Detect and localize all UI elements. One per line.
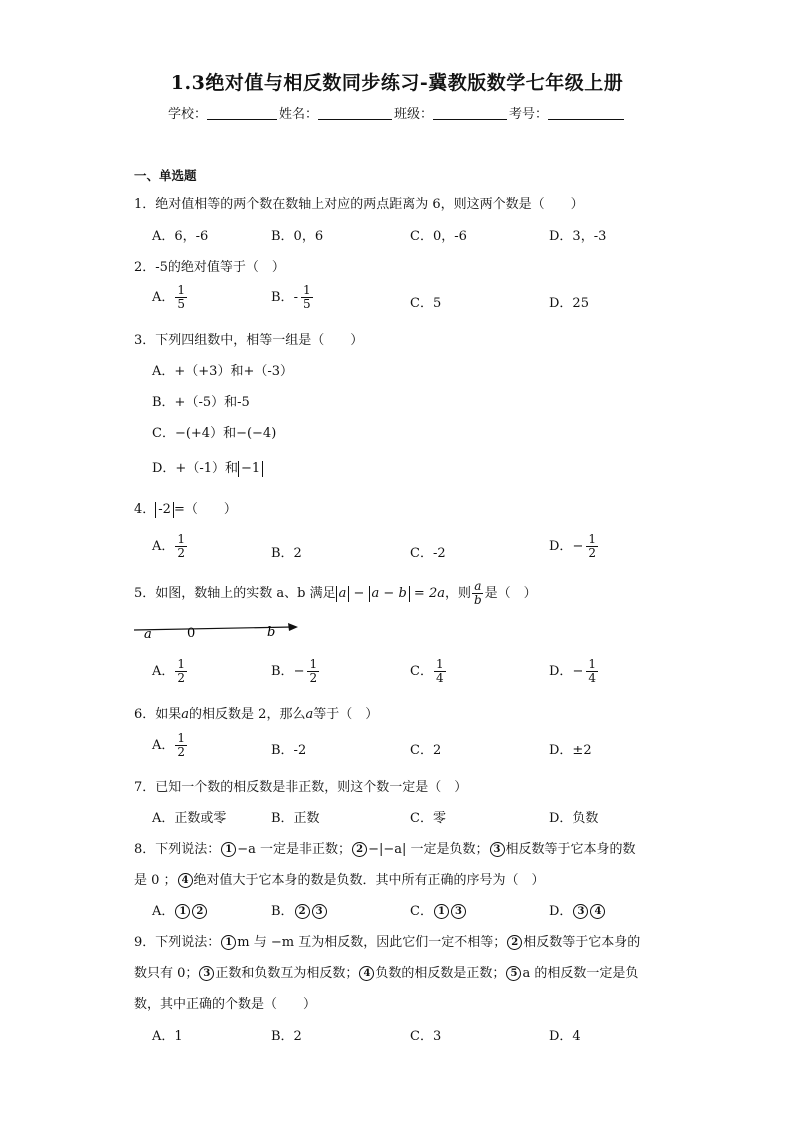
name-blank (318, 106, 392, 120)
q1-option-b: B．0，6 (271, 229, 324, 244)
number-line-label-a: a (144, 627, 152, 642)
question-8-stem-line-2: 是 0 ； 4 绝对值大于它本身的数是负数．其中所有正确的序号为（ ） (134, 873, 545, 888)
q1-option-c: C．0，-6 (410, 229, 467, 244)
circled-number: 3 (451, 904, 466, 919)
q7-option-d: D．负数 (549, 811, 599, 826)
q9-option-a: A．1 (152, 1029, 183, 1044)
class-blank (433, 106, 507, 120)
q7-option-c: C．零 (410, 811, 446, 826)
q3-option-c: C．−(+4）和−(−4) (152, 426, 277, 441)
fraction: $\frac{1}{2}$ (309, 657, 318, 685)
page-title: 1.3绝对值与相反数同步练习-冀教版数学七年级上册 (170, 72, 624, 94)
fraction: $\frac{1}{5}$ (177, 283, 186, 311)
q8-option-c: C． 1 3 (410, 900, 467, 919)
fraction: $\frac{1}{5}$ (302, 283, 311, 311)
circled-number: 2 (295, 904, 310, 919)
q6-option-c: C．2 (410, 743, 442, 758)
absolute-value: -2 (155, 502, 174, 518)
fraction: $\frac{1}{4}$ (435, 657, 444, 685)
q9-option-d: D．4 (549, 1029, 581, 1044)
question-9-stem-line-2: 数只有 0； 3 正数和负数互为相反数； 4 负数的相反数是正数； 5 a 的相反数一定是负 (134, 966, 639, 981)
name-label: 姓名： (278, 107, 318, 122)
q5-option-c: C． $\frac{1}{4}$ (410, 657, 444, 685)
q1-option-a: A．6，-6 (152, 229, 209, 244)
q7-option-a: A．正数或零 (152, 811, 227, 826)
q9-option-c: C．3 (410, 1029, 442, 1044)
fraction: $\frac{1}{2}$ (588, 532, 596, 560)
q2-option-a: A． $\frac{1}{5}$ (152, 283, 186, 311)
question-1-stem: 1．绝对值相等的两个数在数轴上对应的两点距离为 6，则这两个数是（ ） (134, 197, 584, 212)
number-line-figure (132, 620, 302, 642)
number-line-label-0: 0 (187, 626, 196, 641)
fraction: $\frac{a}{b}$ (473, 579, 482, 607)
q5-option-a: A． $\frac{1}{2}$ (152, 657, 186, 685)
circled-number: 2 (192, 904, 207, 919)
circled-number: 1 (434, 904, 449, 919)
q8-option-b: B． 2 3 (271, 900, 328, 919)
q2-option-d: D．25 (549, 296, 589, 311)
q8-option-a: A． 1 2 (152, 900, 208, 919)
circled-number: 1 (221, 842, 236, 857)
circled-number: 2 (352, 842, 367, 857)
circled-number: 2 (507, 935, 522, 950)
school-label: 学校： (167, 107, 207, 122)
q4-option-a: A． $\frac{1}{2}$ (152, 532, 186, 560)
question-9-stem-line-1: 9．下列说法： 1 m 与 −m 互为相反数，因此它们一定不相等； 2 相反数等于它本身的 (134, 935, 641, 950)
absolute-value: a − b (369, 586, 410, 602)
q4-option-c: C．-2 (410, 546, 446, 561)
school-blank (207, 106, 277, 120)
q2-option-b: B．- $\frac{1}{5}$ (271, 283, 311, 311)
absolute-value: a (336, 586, 350, 602)
q1-option-d: D．3，-3 (549, 229, 607, 244)
number-line-arrow (288, 623, 298, 631)
circled-number: 3 (312, 904, 327, 919)
q8-option-d: D． 3 4 (549, 900, 606, 919)
q7-option-b: B．正数 (271, 811, 320, 826)
fraction: $\frac{1}{2}$ (177, 657, 186, 685)
class-label: 班级： (394, 107, 434, 122)
q5-option-d: D．− $\frac{1}{4}$ (549, 657, 596, 685)
circled-number: 3 (490, 842, 505, 857)
exam-no-blank (548, 106, 624, 120)
question-5-stem: 5．如图，数轴上的实数 a、b 满足 a − a − b = 2a，则 $\frac{a}{b}$ 是（ ） (134, 579, 537, 607)
circled-number: 4 (359, 966, 374, 981)
circled-number: 3 (573, 904, 588, 919)
fraction: $\frac{1}{4}$ (588, 657, 596, 685)
circled-number: 1 (175, 904, 190, 919)
number-line-label-b: b (267, 625, 276, 640)
question-3-stem: 3．下列四组数中，相等一组是（ ） (134, 333, 364, 348)
q3-option-d: D．+（-1）和 −1 (152, 457, 263, 477)
question-7-stem: 7．已知一个数的相反数是非正数，则这个数一定是（ ） (134, 780, 468, 795)
circled-number: 1 (221, 935, 236, 950)
fraction: $\frac{1}{2}$ (177, 532, 186, 560)
fraction: $\frac{1}{2}$ (177, 731, 186, 759)
section-title: 一、单选题 (134, 168, 197, 183)
q5-option-b: B．− $\frac{1}{2}$ (271, 657, 318, 685)
absolute-value: −1 (238, 461, 263, 477)
circled-number: 3 (199, 966, 214, 981)
question-4-stem: 4． -2 =（ ） (134, 501, 237, 517)
q6-option-d: D．±2 (549, 743, 592, 758)
q3-option-b: B．+（-5）和-5 (152, 395, 250, 410)
question-6-stem: 6．如果a的相反数是 2，那么a等于（ ） (134, 707, 379, 722)
exam-no-label: 考号： (509, 107, 549, 122)
q9-option-b: B．2 (271, 1029, 302, 1044)
q6-option-a: A． $\frac{1}{2}$ (152, 731, 186, 759)
circled-number: 5 (506, 966, 521, 981)
q4-option-d: D．− $\frac{1}{2}$ (549, 532, 596, 560)
question-2-stem: 2．-5的绝对值等于（ ） (134, 260, 285, 275)
student-info-line (0, 103, 794, 122)
q4-option-b: B．2 (271, 546, 302, 561)
q6-option-b: B．-2 (271, 743, 307, 758)
q2-option-c: C．5 (410, 296, 442, 311)
question-9-stem-line-3: 数，其中正确的个数是（ ） (134, 997, 317, 1012)
circled-number: 4 (590, 904, 605, 919)
q3-option-a: A．+（+3）和+（-3） (152, 364, 294, 379)
circled-number: 4 (178, 873, 193, 888)
question-8-stem-line-1: 8．下列说法： 1 −a 一定是非正数； 2 −|−a| 一定是负数； 3 相反数等于它本身的数 (134, 842, 636, 857)
